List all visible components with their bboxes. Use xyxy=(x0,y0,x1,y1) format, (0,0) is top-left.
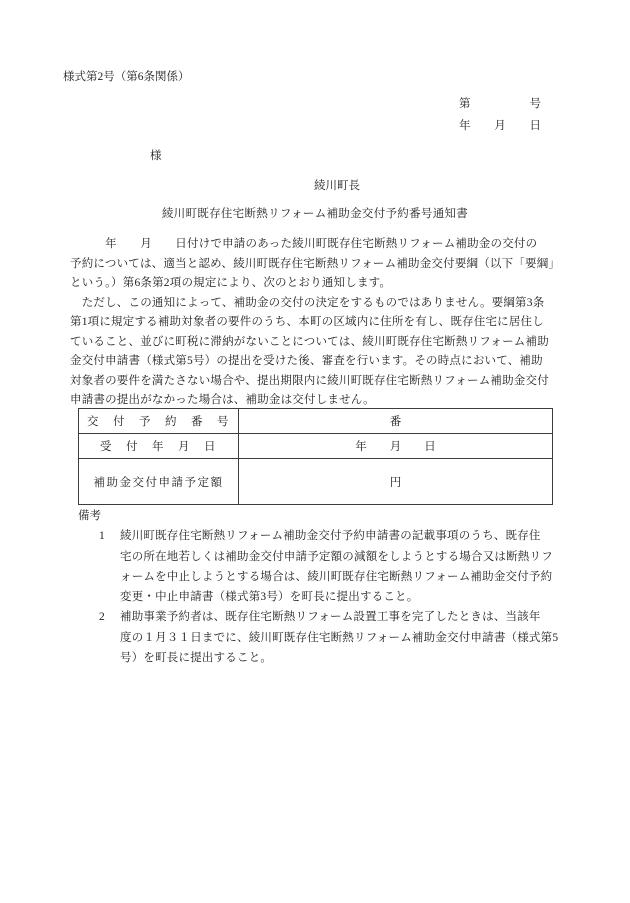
document-number-line xyxy=(459,95,541,111)
paragraph2-line: 対象者の要件を満たさない場合や、提出期限内に綾川町既存住宅断熱リフォーム補助金交付 xyxy=(70,374,549,387)
paragraph2-line: 申請書の提出がなかった場合は、補助金は交付しません。 xyxy=(70,394,375,406)
document-date-line xyxy=(459,117,541,133)
note-line: 号）を町長に提出すること。 xyxy=(120,652,273,665)
table-label-planned-application-amount: 補助金交付申請予定額 xyxy=(79,459,239,505)
remarks-note-1 xyxy=(78,526,558,607)
paragraph1-line: という。）第6条第2項の規定により、次のとおり通知します。 xyxy=(70,277,392,289)
paragraph2-line: ていること、並びに町税に滞納がないことについては、綾川町既存住宅断熱リフォーム補助 xyxy=(70,335,549,348)
table-value-grant-reservation-number: 番 xyxy=(239,409,553,434)
note-line: 補助事業予約者は、既存住宅断熱リフォーム設置工事を完了したときは、当該年 xyxy=(120,611,541,624)
note-text xyxy=(120,607,558,668)
note-line: 宅の所在地若しくは補助金交付申請予定額の減額をしようとする場合又は断熱リフ xyxy=(120,550,553,563)
body-text xyxy=(70,235,560,411)
table-row xyxy=(79,434,553,459)
note-text xyxy=(120,526,553,607)
note-number: 1 xyxy=(99,530,105,543)
doc-number-prefix: 第 xyxy=(459,98,471,110)
table-label-reception-date: 受 付 年 月 日 xyxy=(79,434,239,459)
sender-title: 綾川町長 xyxy=(314,180,360,192)
form-number: 様式第2号（第6条関係） xyxy=(63,71,190,83)
grant-reservation-table xyxy=(78,408,553,505)
paragraph2-line: 第1項に規定する補助対象者の要件のうち、本町の区域内に住所を有し、既存住宅に居住し xyxy=(70,316,544,328)
remarks-note-2 xyxy=(78,607,558,668)
document-title: 綾川町既存住宅断熱リフォーム補助金交付予約番号通知書 xyxy=(161,208,469,220)
doc-number-suffix: 号 xyxy=(529,98,541,110)
addressee-honorific: 様 xyxy=(150,150,162,162)
table-value-reception-date: 年 月 日 xyxy=(239,434,553,459)
table-label-grant-reservation-number: 交 付 予 約 番 号 xyxy=(79,409,239,434)
date-month-label: 月 xyxy=(494,120,506,132)
remarks-section xyxy=(78,506,558,668)
table-value-planned-application-amount: 円 xyxy=(239,459,553,505)
date-year-label: 年 xyxy=(459,120,471,132)
note-line: 綾川町既存住宅断熱リフォーム補助金交付予約申請書の記載事項のうち、既存住 xyxy=(120,530,541,543)
paragraph2-line: 金交付申請書（様式第5号）の提出を受けた後、審査を行います。その時点において、補助 xyxy=(70,355,543,367)
note-number: 2 xyxy=(99,611,105,624)
paragraph1-line: 年 月 日付けで申請のあった綾川町既存住宅断熱リフォーム補助金の交付の xyxy=(70,238,538,250)
table-row xyxy=(79,459,553,505)
note-line: ォームを中止しようとする場合は、綾川町既存住宅断熱リフォーム補助金交付予約 xyxy=(120,570,553,583)
date-day-label: 日 xyxy=(529,120,541,132)
table-row xyxy=(79,409,553,434)
note-line: 変更・中止申請書（様式第3号）を町長に提出すること。 xyxy=(120,591,419,604)
remarks-heading: 備考 xyxy=(78,510,101,522)
paragraph2-line: ただし、この通知によって、補助金の交付の決定をするものではありません。要綱第3条 xyxy=(70,296,545,309)
paragraph1-line: 予約については、適当と認め、綾川町既存住宅断熱リフォーム補助金交付要綱（以下「要綱」 xyxy=(70,257,561,270)
note-line: 度の１月３１日までに、綾川町既存住宅断熱リフォーム補助金交付申請書（様式第5 xyxy=(120,631,559,644)
